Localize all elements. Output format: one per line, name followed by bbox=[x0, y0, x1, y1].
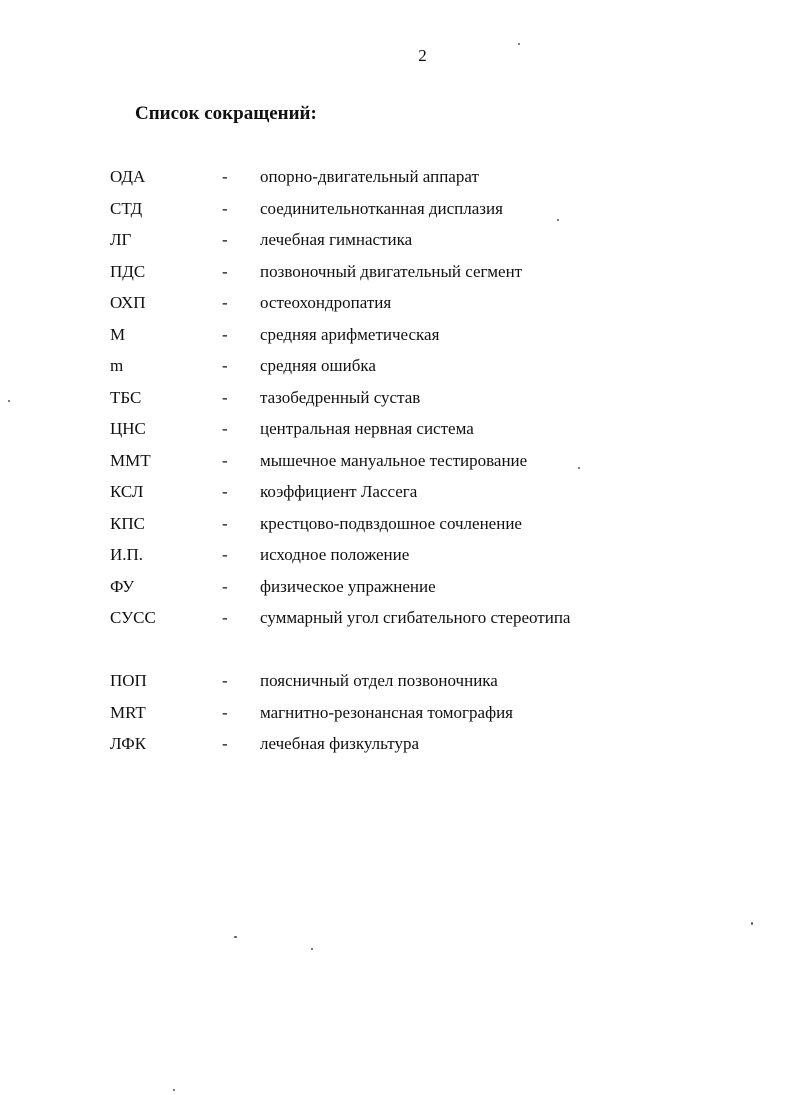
abbreviation-term: М bbox=[110, 324, 126, 344]
abbreviation-term: ФУ bbox=[110, 576, 135, 596]
abbreviation-dash: - bbox=[222, 545, 228, 564]
abbreviation-dash: - bbox=[222, 513, 228, 533]
abbreviation-meaning: соединительнотканная дисплазия bbox=[260, 198, 503, 218]
abbreviation-term: ЛФК bbox=[110, 734, 147, 753]
abbreviation-dash: - bbox=[222, 261, 228, 281]
abbreviation-meaning: центральная нервная система bbox=[260, 419, 474, 439]
abbreviation-meaning: мышечное мануальное тестирование bbox=[260, 450, 528, 470]
abbreviation-meaning: остеохондропатия bbox=[260, 293, 392, 313]
abbreviation-meaning: коэффициент Лассега bbox=[260, 482, 418, 502]
abbreviation-dash: - bbox=[222, 734, 228, 753]
abbreviation-meaning: позвоночный двигательный сегмент bbox=[260, 261, 523, 281]
abbreviation-term: КСЛ bbox=[110, 482, 144, 501]
scan-speck bbox=[578, 467, 580, 469]
abbreviation-dash: - bbox=[222, 576, 228, 596]
abbreviation-dash: - bbox=[222, 230, 228, 249]
abbreviation-term: ОХП bbox=[110, 293, 146, 312]
abbreviation-term: КПС bbox=[110, 513, 145, 533]
abbreviation-meaning: лечебная гимнастика bbox=[260, 230, 413, 250]
scan-speck bbox=[311, 948, 313, 950]
abbreviation-meaning: исходное положение bbox=[260, 545, 410, 565]
abbreviation-term: ОДА bbox=[110, 167, 146, 186]
page-number: 2 bbox=[418, 46, 427, 65]
abbreviation-meaning: поясничный отдел позвоночника bbox=[260, 671, 498, 691]
abbreviation-row bbox=[0, 733, 793, 765]
abbreviation-term: ЛГ bbox=[110, 230, 132, 249]
abbreviation-list bbox=[0, 166, 793, 765]
abbreviation-term: СУСС bbox=[110, 608, 156, 627]
abbreviation-term: ТБС bbox=[110, 387, 142, 407]
abbreviation-term: ПДС bbox=[110, 261, 146, 281]
abbreviation-dash: - bbox=[222, 482, 228, 501]
abbreviation-meaning: средняя ошибка bbox=[260, 356, 376, 376]
abbreviation-dash: - bbox=[222, 387, 228, 407]
abbreviation-dash: - bbox=[222, 671, 228, 690]
scan-speck bbox=[751, 922, 753, 925]
page-title: Список сокращений: bbox=[135, 103, 317, 124]
abbreviation-meaning: магнитно-резонансная томография bbox=[260, 702, 513, 722]
abbreviation-term: m bbox=[110, 356, 124, 375]
abbreviation-dash: - bbox=[222, 293, 228, 312]
scan-speck bbox=[557, 219, 559, 221]
abbreviation-meaning: опорно-двигательный аппарат bbox=[260, 167, 479, 187]
abbreviation-dash: - bbox=[222, 608, 228, 627]
abbreviation-term: ПОП bbox=[110, 671, 147, 690]
abbreviation-meaning: лечебная физкультура bbox=[260, 734, 420, 754]
scan-speck bbox=[518, 43, 520, 45]
abbreviation-dash: - bbox=[222, 702, 228, 722]
abbreviation-dash: - bbox=[222, 198, 228, 218]
abbreviation-dash: - bbox=[222, 167, 228, 186]
scan-speck bbox=[173, 1089, 175, 1091]
abbreviation-meaning: крестцово-подвздошное сочленение bbox=[260, 513, 522, 533]
abbreviation-term: ММТ bbox=[110, 450, 151, 470]
abbreviation-meaning: тазобедренный сустав bbox=[260, 387, 421, 407]
abbreviation-term: И.П. bbox=[110, 545, 144, 564]
abbreviation-meaning: суммарный угол сгибательного стереотипа bbox=[260, 608, 571, 628]
abbreviation-row bbox=[0, 607, 793, 670]
abbreviation-meaning: физическое упражнение bbox=[260, 576, 436, 596]
abbreviation-term: СТД bbox=[110, 198, 143, 218]
abbreviation-dash: - bbox=[222, 450, 228, 470]
abbreviation-term: MRT bbox=[110, 702, 146, 722]
abbreviation-meaning: средняя арифметическая bbox=[260, 324, 440, 344]
abbreviation-dash: - bbox=[222, 324, 228, 344]
abbreviation-dash: - bbox=[222, 356, 228, 375]
scan-speck bbox=[8, 400, 10, 402]
scan-speck bbox=[234, 936, 237, 938]
abbreviation-dash: - bbox=[222, 419, 228, 438]
abbreviation-term: ЦНС bbox=[110, 419, 146, 438]
